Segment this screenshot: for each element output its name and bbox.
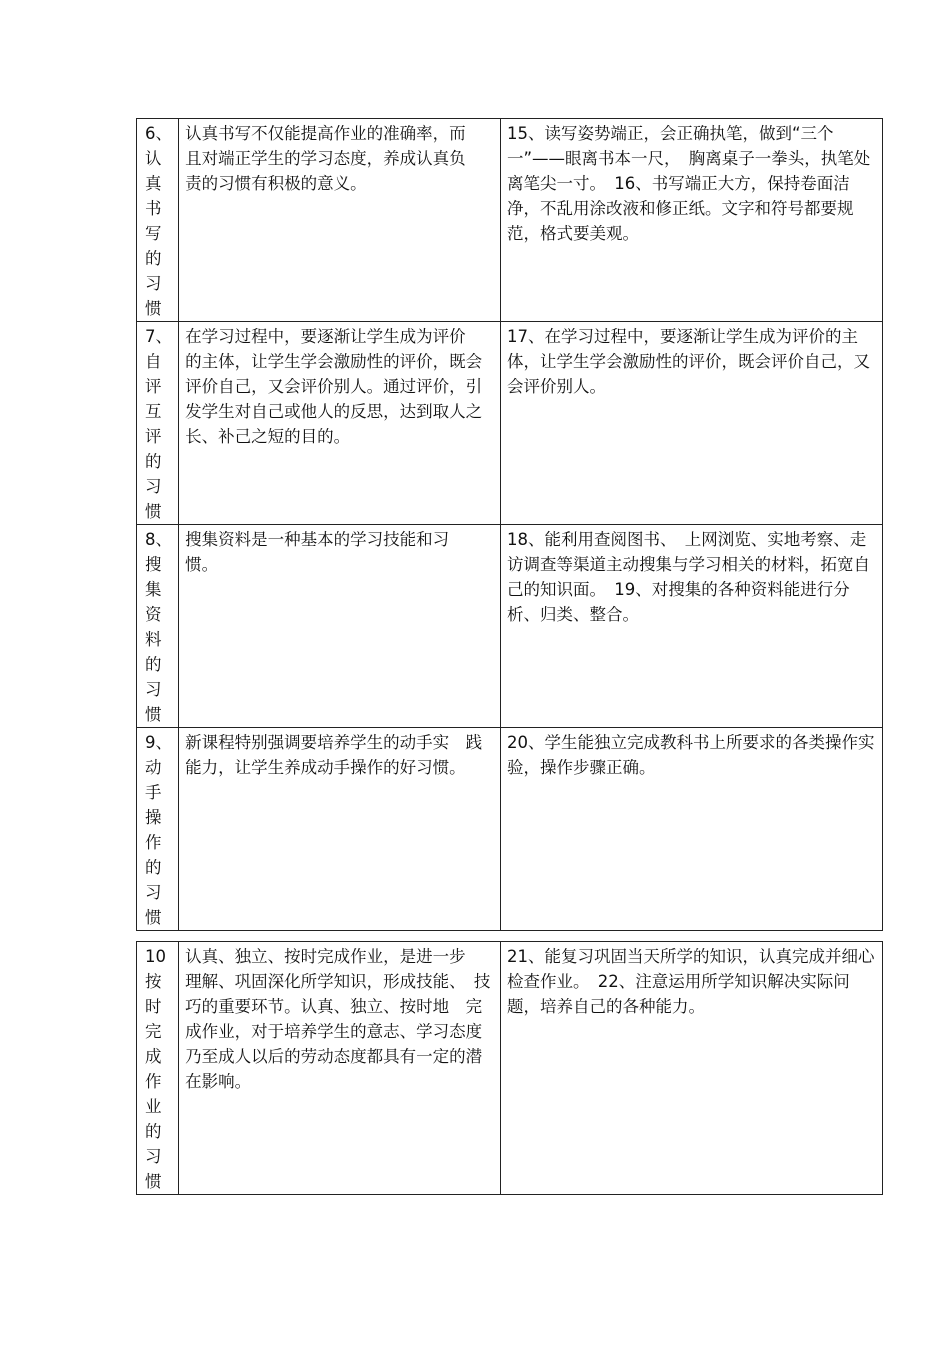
table-row [137, 525, 883, 728]
title-char: 习 [145, 1147, 162, 1166]
habit-requirements: 20、学生能独立完成教科书上所要求的各类操作实验，操作步骤正确。 [500, 728, 882, 931]
title-char: 评 [145, 377, 162, 396]
title-char: 惯 [145, 502, 162, 521]
habit-title [137, 728, 179, 931]
title-char: 作 [145, 833, 162, 852]
table-row [137, 119, 883, 322]
title-char: 操 [145, 808, 162, 827]
title-char: 的 [145, 858, 162, 877]
habits-table-2 [136, 941, 883, 1195]
title-char: 习 [145, 477, 162, 496]
title-char: 评 [145, 427, 162, 446]
title-char: 成 [145, 1047, 162, 1066]
habit-requirements: 15、读写姿势端正，会正确执笔，做到“三个一”——眼离书本一尺， 胸离桌子一拳头，执笔处离笔尖一寸。 16、书写端正大方，保持卷面洁净，不乱用涂改液和修正纸。文字和符号都要规范，格式要美观。 [500, 119, 882, 322]
habit-number: 10 [145, 947, 166, 966]
table-row [137, 942, 883, 1195]
title-char: 资 [145, 605, 162, 624]
table-row [137, 728, 883, 931]
habit-requirements: 17、在学习过程中，要逐渐让学生成为评价的主体，让学生学会激励性的评价，既会评价自己，又会评价别人。 [500, 322, 882, 525]
title-char: 惯 [145, 705, 162, 724]
title-char: 料 [145, 630, 162, 649]
title-char: 习 [145, 883, 162, 902]
habit-number: 7、 [145, 327, 172, 346]
habits-table-1 [136, 118, 883, 931]
table-row [137, 322, 883, 525]
habit-title [137, 119, 179, 322]
title-char: 的 [145, 1122, 162, 1141]
habit-title [137, 942, 179, 1195]
habit-title [137, 322, 179, 525]
title-char: 按 [145, 972, 162, 991]
habit-description: 在学习过程中，要逐渐让学生成为评价 的主体，让学生学会激励性的评价，既会评价自己，又会评价别人。通过评价，引发学生对自己或他人的反思，达到取人之长、补己之短的目的。 [179, 322, 501, 525]
title-char: 惯 [145, 1172, 162, 1191]
title-char: 自 [145, 352, 162, 371]
title-char: 真 [145, 174, 162, 193]
title-char: 认 [145, 149, 162, 168]
title-char: 的 [145, 655, 162, 674]
habit-number: 8、 [145, 530, 172, 549]
title-char: 完 [145, 1022, 162, 1041]
habit-number: 6、 [145, 124, 172, 143]
title-char: 惯 [145, 299, 162, 318]
title-char: 习 [145, 680, 162, 699]
title-char: 业 [145, 1097, 162, 1116]
title-char: 动 [145, 758, 162, 777]
title-char: 的 [145, 452, 162, 471]
habit-number: 9、 [145, 733, 172, 752]
title-char: 互 [145, 402, 162, 421]
title-char: 习 [145, 274, 162, 293]
title-char: 的 [145, 249, 162, 268]
habit-description: 搜集资料是一种基本的学习技能和习 惯。 [179, 525, 501, 728]
habit-title [137, 525, 179, 728]
habit-description: 认真、独立、按时完成作业，是进一步 理解、巩固深化所学知识，形成技能、 技巧的重要环节。认真、独立、按时地 完成作业，对于培养学生的意志、学习态度乃至成人以后的劳动态度都具有一定的潜在影响。 [179, 942, 501, 1195]
habit-requirements: 18、能利用查阅图书、 上网浏览、实地考察、走访调查等渠道主动搜集与学习相关的材料，拓宽自己的知识面。 19、对搜集的各种资料能进行分析、归类、整合。 [500, 525, 882, 728]
title-char: 惯 [145, 908, 162, 927]
title-char: 书 [145, 199, 162, 218]
title-char: 作 [145, 1072, 162, 1091]
title-char: 搜 [145, 555, 162, 574]
title-char: 写 [145, 224, 162, 243]
habit-requirements: 21、能复习巩固当天所学的知识，认真完成并细心检查作业。 22、注意运用所学知识解决实际问题，培养自己的各种能力。 [500, 942, 882, 1195]
habit-description: 新课程特别强调要培养学生的动手实 践能力，让学生养成动手操作的好习惯。 [179, 728, 501, 931]
title-char: 集 [145, 580, 162, 599]
title-char: 时 [145, 997, 162, 1016]
title-char: 手 [145, 783, 162, 802]
habit-description: 认真书写不仅能提高作业的准确率，而 且对端正学生的学习态度，养成认真负 责的习惯有积极的意义。 [179, 119, 501, 322]
